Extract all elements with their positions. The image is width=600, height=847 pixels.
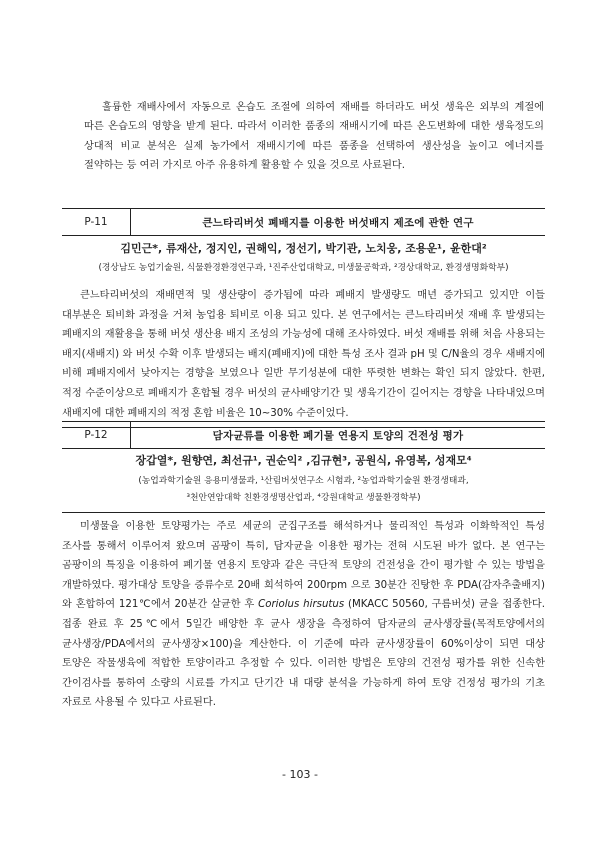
p11-abstract-text: 큰느타리버섯의 재배면적 및 생산량이 증가됨에 따라 폐배지 발생량도 매년 증가되고 있지만 이들 대부분은 퇴비화 과정을 거쳐 농업용 퇴비로 이용 되고 있다. 본 연구에서는 큰느타리버섯 재배 후 발생되는 폐배지의 재활용을 통해 버섯 생산용 배지 조성의 가능성에 대해 조사하였다. 버섯 재배를 위해 처음 사용되는 배지(새배지) 와 버섯 수확 이후 발생되는 배지(폐배지)에 대한 특성 조사 결과 pH 및 C/N율의 경우 새배지에 비해 폐배지에서 낮아지는 경향을 보였으나 일반 무기성분에 대한 뚜렷한 변화는 확인 되지 않았다. 한편, 적정 수준이상으로 폐배지가 혼합될 경우 버섯의 균사배양기간 및 생육기간이 길어지는 경향을 나타내었으며 새배지에 대한 폐배지의 적정 혼합 비율은 10~30% 수준이었다. [62, 290, 545, 419]
p11-abstract [62, 286, 545, 428]
p11-header [62, 208, 545, 236]
p12-abstract [62, 512, 545, 713]
p12-authors: 장갑열*, 원향연, 최선규¹, 권순익² ,김규현³, 공원식, 유영복, 성재모⁴ [135, 454, 472, 467]
p12-abstract-text-b: (MKACC 50560, 구름버섯) 균을 접종한다. 접종 완료 후 25℃에서 5일간 배양한 후 균사 생장을 측정하여 담자균의 균사생장률(목적토양에서의 균사생장/PDA에서의 균사생장×100)을 계산한다. 이 기준에 따라 균사생장률이 60%이상이 되면 대상 토양은 작물생육에 적합한 토양이라고 추정할 수 있다. 이러한 방법은 토양의 건전성 평가를 위한 신속한 간이검사를 통하여 소량의 시료를 가지고 단기간 내 대량 분석을 가능하게 하여 토양 건정성 평가의 기초 자료로 사용될 수 있다고 사료된다. [62, 599, 545, 709]
p12-header [62, 421, 545, 449]
page-number: - 103 - [282, 768, 318, 781]
p11-code: P-11 [62, 209, 131, 235]
intro-paragraph [84, 98, 544, 176]
p11-authors: 김민근*, 류재산, 정지인, 권해익, 정선기, 박기관, 노치웅, 조용운¹, 윤한대² [120, 242, 487, 255]
p12-code: P-12 [62, 422, 131, 448]
p11-affiliation: (경상남도 농업기술원, 식물환경환경연구과, ¹진주산업대학교, 미생물공학과, ²경상대학교, 환경생명화학부) [98, 263, 509, 273]
intro-text: 훌륭한 재배사에서 자동으로 온습도 조절에 의하여 재배를 하더라도 버섯 생육은 외부의 계절에 따른 온습도의 영향을 받게 된다. 따라서 이러한 품종의 재배시기에 따른 온도변화에 대한 생육정도의 상대적 비교 분석은 실제 농가에서 재배시기에 따른 품종을 선택하여 생산성을 높이고 에너지를 절약하는 등 여러 가지로 아주 유용하게 활용할 수 있을 것으로 사료된다. [84, 102, 544, 172]
p12-affiliation-line-1: (농업과학기술원 응용미생물과, ¹산림버섯연구소 시험과, ²농업과학기술원 환경생태과, [138, 476, 469, 486]
p12-abstract-text-a: 미생물을 이용한 토양평가는 주로 세균의 군집구조를 해석하거나 물리적인 특성과 이화학적인 특성 조사를 통해서 이루어져 왔으며 곰팡이 특히, 담자균을 이용한 평가는 전혀 시도된 바가 없다. 본 연구는 곰팡이의 특징을 이용하여 폐기물 연용지 토양과 같은 극단적 토양의 건전성을 간이 평가할 수 있는 방법을 개발하였다. 평가대상 토양을 증류수로 20배 희석하여 200rpm 으로 30분간 진탕한 후 PDA(감자추출배지)와 혼합하여 121℃에서 20분간 살균한 후 [62, 521, 545, 611]
p12-affiliation-line-2: ³천안연암대학 친환경생명산업과, ⁴강원대학교 생물환경학부) [186, 493, 421, 503]
p12-species-name: Coriolus hirsutus [258, 599, 345, 611]
p11-title: 큰느타리버섯 폐배지를 이용한 버섯배지 제조에 관한 연구 [202, 216, 474, 229]
p12-title: 담자균류를 이용한 폐기물 연용지 토양의 건전성 평가 [212, 429, 464, 442]
